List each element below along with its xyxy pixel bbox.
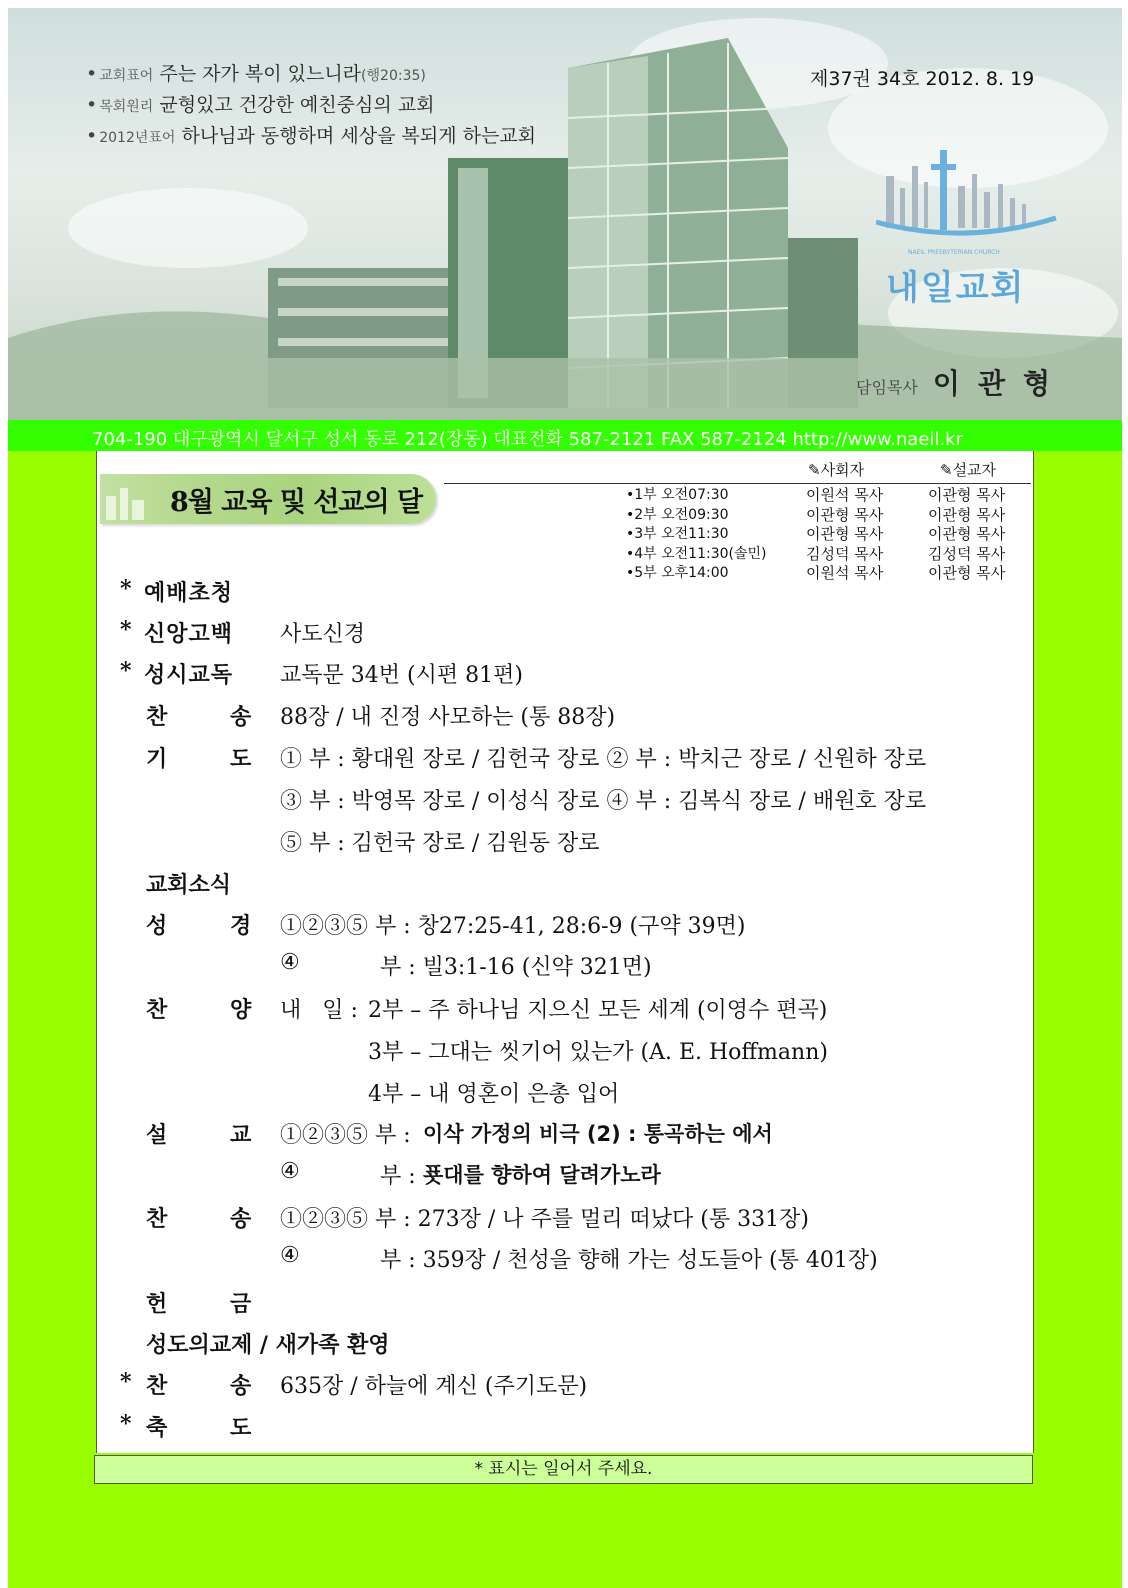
service-leader: 이관형 목사 xyxy=(806,525,884,543)
service-preachers xyxy=(928,486,1005,584)
service-preacher: 이관형 목사 xyxy=(928,564,1006,582)
sermon-title-2: 푯대를 향하여 달려가노라 xyxy=(423,1163,661,1187)
bulletin-page: • 교회표어 주는 자가 복이 있느니라(행20:35) • 목회원리 균형있고 건강한 예친중심의 교회 • 2012년표어 하나님과 동행하며 세상을 복되게 하는교회 제37권 34호 2012. 8. 19 NAEIL PRESBYTERIAN CHURCH 내일교회 담임목사 이관형 704-190 대구광역시 달서구 성서 동로 212(장동) 대표전화 587-2121 FAX 587-2124 http://www.naeil.kr 8월 교육 및 선교의 달 ✎사회자 ✎설교자 •1부 오전07:30 •2부 오전09:30 •3부 오전11:30 •4부 오전11:30(솔민) •5부 오후14:00 이원석 목사 이관형 목사 이관형 목사 김성덕 목사 이원석 목사 이관형 목사 이관형 목사 이관형 목사 김성덕 목사 이관형 목사 * 예배초청 * 신앙고백 사도신경 * 성시교독 교독문 34번 (시편 81편) 찬 송 88장 / 내 진정 사모하는 (통 88장) 기 도 ① 부 : 황대원 장로 / 김헌국 장로 ② 부 : 박치근 장로 / 신원하 장로 ③ 부 : 박영목 장로 / 이성식 장로 ④ 부 : 김복식 장로 / 배원호 장로 ⑤ 부 : 김헌국 장로 / 김원동 장로 교회소식 성 경 ①②③⑤ 부 : 창27:25-41, 28:6-9 (구약 39면) ④ 부 : 빌3:1-16 (신약 321면) 찬 양 내 일 : 2부 – 주 하나님 지으신 모든 세계 (이영수 편곡) 3부 – 그대는 씻기어 있는가 (A. E. Hoffmann) 4부 – 내 영혼이 은총 입어 설 교 ①②③⑤ 부 : 이삭 가정의 비극 (2) : 통곡하는 에서 ④ 부 : 푯대를 향하여 달려가노라 찬 송 ①②③⑤ 부 : 273장 / 나 주를 멀리 떠났다 (통 331장) ④ 부 : 359장 / 천성을 향해 가는 성도들아 (통 401장) 헌 금 성도의교제 / 새가족 환영 * 찬 송 635장 / 하늘에 계신 (주기도문) * 축 도 * 표시는 일어서 주세요. xyxy=(0,0,1128,1588)
service-times xyxy=(626,486,767,584)
service-leader: 이원석 목사 xyxy=(806,564,884,582)
church-address: 704-190 대구광역시 달서구 성서 동로 212(장동) 대표전화 587-2121 FAX 587-2124 http://www.naeil.kr xyxy=(92,429,963,450)
motto-line-1: • 교회표어 주는 자가 복이 있느니라(행20:35) xyxy=(86,63,426,85)
logo-subtitle: NAEIL PRESBYTERIAN CHURCH xyxy=(908,249,1000,256)
service-time: •4부 오전11:30(솔민) xyxy=(626,545,767,562)
issue-number: 제37권 34호 2012. 8. 19 xyxy=(810,68,1035,90)
service-time: •3부 오전11:30 xyxy=(626,526,729,542)
sermon-title-1: 이삭 가정의 비극 (2) : 통곡하는 에서 xyxy=(423,1122,773,1146)
motto-line-2: • 목회원리 균형있고 건강한 예친중심의 교회 xyxy=(86,94,435,116)
senior-pastor xyxy=(856,362,1068,402)
service-leader: 김성덕 목사 xyxy=(806,544,884,563)
leader-column-header: ✎사회자 xyxy=(808,461,865,479)
month-title: 8월 교육 및 선교의 달 xyxy=(170,487,423,518)
church-name-logo: 내일교회 xyxy=(886,268,1026,308)
service-preacher: 이관형 목사 xyxy=(928,486,1006,504)
motto-line-3: • 2012년표어 하나님과 동행하며 세상을 복되게 하는교회 xyxy=(86,125,536,147)
badge-building-icon xyxy=(100,474,160,524)
pastor-role: 담임목사 xyxy=(856,378,918,397)
service-leader: 이관형 목사 xyxy=(806,505,884,524)
service-time: •2부 오전09:30 xyxy=(626,506,729,523)
title-divider xyxy=(444,483,1031,484)
service-leader: 이원석 목사 xyxy=(806,486,884,504)
address-bar xyxy=(8,420,1122,451)
church-mottos xyxy=(86,60,536,153)
service-leaders xyxy=(806,486,883,584)
preacher-column-header: ✎설교자 xyxy=(940,461,997,479)
standing-note: * 표시는 일어서 주세요. xyxy=(94,1455,1033,1484)
header-banner xyxy=(8,8,1122,420)
service-time: •5부 오후14:00 xyxy=(626,565,729,581)
pastor-name: 이관형 xyxy=(932,367,1069,400)
service-preacher: 이관형 목사 xyxy=(928,505,1006,524)
service-preacher: 이관형 목사 xyxy=(928,525,1006,543)
service-time: •1부 오전07:30 xyxy=(626,487,729,503)
service-preacher: 김성덕 목사 xyxy=(928,544,1006,563)
